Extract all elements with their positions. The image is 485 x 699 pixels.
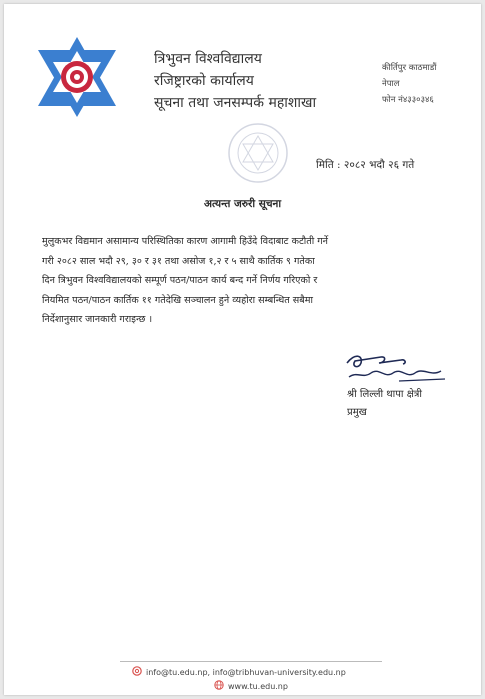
footer [132, 666, 346, 694]
information-division: सूचना तथा जनसम्पर्क महाशाखा [154, 95, 317, 111]
registrar-office: रजिष्ट्रारको कार्यालय [154, 73, 254, 89]
email-icon [132, 666, 142, 680]
official-seal-watermark [227, 122, 289, 188]
footer-divider [120, 661, 382, 662]
tribhuvan-university-logo [34, 34, 120, 124]
body-line: नियमित पठन/पाठन कार्तिक ११ गतेदेखि सञ्चालन हुने व्यहोरा सम्बन्धित सबैमा [42, 294, 313, 306]
notice-page [4, 4, 481, 695]
phone: फोन नं४३३०३४६ [382, 95, 434, 105]
university-name: त्रिभुवन विश्वविद्यालय [154, 51, 262, 67]
letterhead [154, 48, 364, 114]
signer-name: श्री लिल्ली थापा क्षेत्री [347, 389, 422, 400]
signatory [347, 386, 422, 422]
notice-body [42, 232, 462, 330]
body-line: गरी २०८२ साल भदौ २९, ३० र ३१ तथा असोज १,२ र ५ साथै कार्तिक ९ गतेका [42, 255, 315, 267]
notice-date: मिति : २०८२ भदौ २६ गते [316, 159, 415, 171]
contact-block [382, 60, 437, 108]
footer-website[interactable]: www.tu.edu.np [228, 682, 288, 691]
notice-title: अत्यन्त जरुरी सूचना [203, 198, 282, 210]
footer-emails[interactable]: info@tu.edu.np, info@tribhuvan-university.edu.np [146, 668, 346, 677]
body-line: मुलुकभर विद्यमान असामान्य परिस्थितिका कारण आगामी हिउँदे विदाबाट कटौती गर्ने [42, 236, 328, 247]
signer-designation: प्रमुख [347, 407, 367, 418]
body-line: निर्देशानुसार जानकारी गराइन्छ । [42, 314, 153, 325]
address: कीर्तिपुर काठमाडौं [382, 63, 437, 73]
country: नेपाल [382, 79, 400, 89]
handwritten-signature [341, 351, 453, 389]
globe-icon [214, 680, 224, 694]
body-line: दिन त्रिभुवन विश्वविद्यालयको सम्पूर्ण पठन/पाठन कार्य बन्द गर्ने निर्णय गरिएको र [42, 275, 318, 286]
